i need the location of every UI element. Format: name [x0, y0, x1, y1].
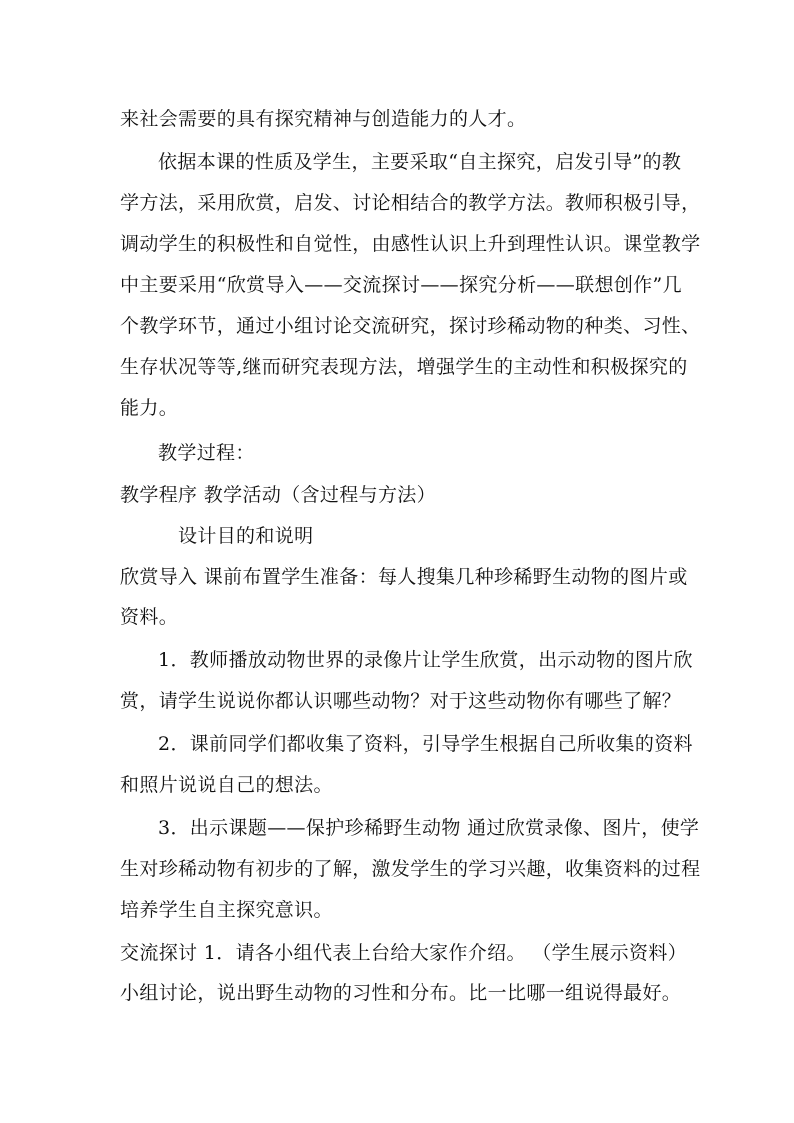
list-item: 2．课前同学们都收集了资料，引导学生根据自己所收集的资料	[158, 733, 693, 755]
text-line: 资料。	[120, 606, 179, 628]
section-heading: 教学过程：	[158, 442, 255, 464]
text-line: 依据本课的性质及学生，主要采取“自主探究，启发引导”的教	[158, 151, 682, 173]
text-line: 小组讨论，说出野生动物的习性和分布。比一比哪一组说得最好。	[120, 982, 682, 1004]
text-line: 培养学生自主探究意识。	[120, 899, 333, 921]
list-item: 1．教师播放动物世界的录像片让学生欣赏，出示动物的图片欣	[158, 649, 693, 671]
table-header: 教学程序 教学活动（含过程与方法）	[120, 484, 436, 506]
text-line: 欣赏导入 课前布置学生准备：每人搜集几种珍稀野生动物的图片或	[120, 566, 688, 588]
text-line: 生对珍稀动物有初步的了解，激发学生的学习兴趣，收集资料的过程	[120, 858, 701, 880]
text-line: 和照片说说自己的想法。	[120, 774, 333, 796]
text-line: 交流探讨 1．请各小组代表上台给大家作介绍。 （学生展示资料）	[120, 942, 688, 964]
text-line: 赏，请学生说说你都认识哪些动物？对于这些动物你有哪些了解？	[120, 690, 682, 712]
text-line: 学方法，采用欣赏，启发、讨论相结合的教学方法。教师积极引导，	[120, 192, 701, 214]
text-line: 调动学生的积极性和自觉性，由感性认识上升到理性认识。课堂教学	[120, 233, 701, 255]
table-header: 设计目的和说明	[178, 525, 314, 547]
text-line: 生存状况等等,继而研究表现方法，增强学生的主动性和积极探究的	[120, 356, 688, 378]
text-line: 个教学环节，通过小组讨论交流研究，探讨珍稀动物的种类、习性、	[120, 315, 701, 337]
list-item: 3．出示课题——保护珍稀野生动物 通过欣赏录像、图片，使学	[158, 817, 700, 839]
text-line: 能力。	[120, 397, 179, 419]
text-line: 来社会需要的具有探究精神与创造能力的人才。	[120, 108, 527, 130]
text-line: 中主要采用“欣赏导入——交流探讨——探究分析——联想创作”几	[120, 274, 682, 296]
